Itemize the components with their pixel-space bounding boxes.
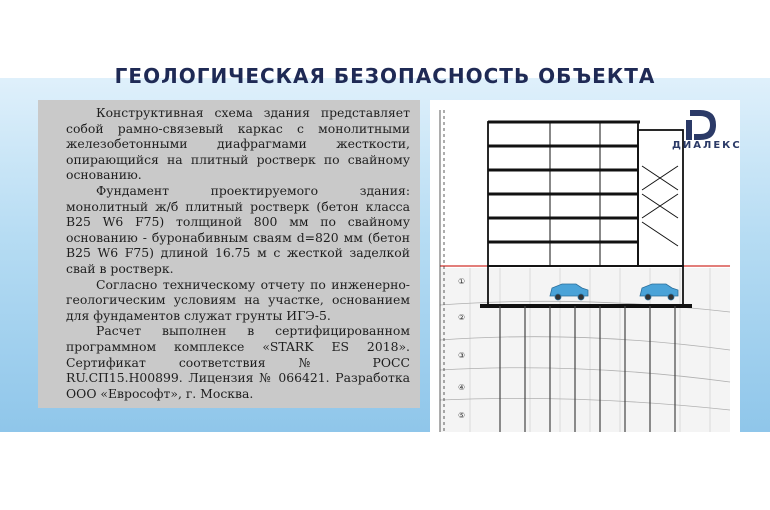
paragraph-foundation: Фундамент проектируемого здания: монолитный ж/б плитный ростверк (бетон класса В25 W6 F75) толщиной 800 мм по свайному основанию - буронабивным сваям d=820 мм (бетон В25 W6 F75) длиной 16.75 м с жесткой заделкой свай в ростверк. xyxy=(66,182,410,276)
paragraph-calculation: Расчет выполнен в сертифицированном программном комплексе «STARK ES 2018». Сертификат соответствия № РОСС RU.СП15.Н00899. Лицензия № 066421. Разработка ООО «Еврософт», г. Москва. xyxy=(66,323,410,401)
bottom-letterbox xyxy=(0,432,770,510)
layer-label-1: ① xyxy=(458,277,466,286)
layer-label-3: ③ xyxy=(458,351,466,360)
layer-label-2: ② xyxy=(458,313,466,322)
text-box xyxy=(38,100,420,408)
layer-label-4: ④ xyxy=(458,383,466,392)
paragraph-geology: Согласно техническому отчету по инженерно-геологическим условиям на участке, основанием для фундаментов служат грунты ИГЭ-5. xyxy=(66,276,410,323)
logo-text: ДИАЛЕКС xyxy=(672,140,742,151)
layer-label-5: ⑤ xyxy=(458,411,466,420)
paragraph-structure: Конструктивная схема здания представляет собой рамно-связевый каркас с монолитными железобетонными диафрагмами жесткости, опирающийся на плитный ростверк по свайному основанию. xyxy=(66,105,410,183)
slide-title: ГЕОЛОГИЧЕСКАЯ БЕЗОПАСНОСТЬ ОБЪЕКТА xyxy=(114,64,656,88)
